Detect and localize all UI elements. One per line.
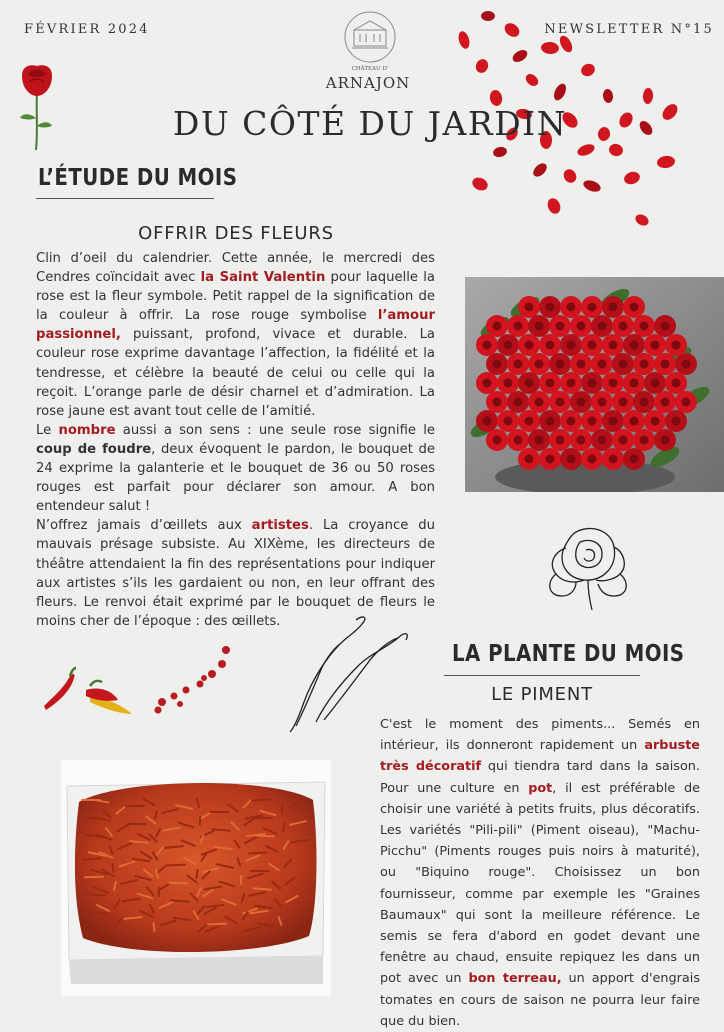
etude-section-rule [36,198,214,199]
newsletter-issue: NEWSLETTER N°15 [544,22,714,37]
logo-small-text: CHÂTEAU D' [352,65,389,72]
rose-bouquet-photo [465,277,724,492]
etude-subtitle: OFFRIR DES FLEURS [36,223,436,244]
chili-peppers-icon [40,640,250,724]
etude-paragraph-2: Le nombre aussi a son sens : une seule rose signifie le coup de foudre, deux évoquent le pardon, le bouquet de 24 exprime la galanterie et le bouquet de 36 ou 50 roses rouges est parfait pour déclarer son amour. A bon entendeur salut ! [36,421,435,516]
red-rose-icon [14,62,60,156]
etude-article [36,249,435,631]
newsletter-title: DU CÔTÉ DU JARDIN [140,104,600,143]
plante-section-rule [444,675,640,676]
etude-paragraph-1: Clin d’oeil du calendrier. Cette année, le mercredi des Cendres coïncidait avec la Saint Valentin pour laquelle la rose est la fleur symbole. Petit rappel de la signification de la couleur à offrir. La rose rouge symbolise l’amour passionnel, puissant, profond, vivace et durable. La couleur rose exprime davantage l’affection, la fidélité et la tendresse, et célèbre la beauté de celui ou celle qui la reçoit. L’orange parle de désir charnel et d’admiration. La rose jaune est avant tout celle de l’amitié. [36,249,435,421]
chateau-logo [340,10,400,76]
etude-paragraph-3: N’offrez jamais d’œillets aux artistes. La croyance du mauvais présage subsiste. Au XIXème, les directeurs de théâtre attendaient la fin des représentations pour indiquer aux artistes s’ils les gardaient ou non, en leur offrant des fleurs. Le renvoi était exprimé par le bouquet de fleurs le moins cher de l’époque : des œillets. [36,516,435,631]
logo-brand: ARNAJON [318,74,418,92]
plante-article [380,714,700,1032]
rose-sketch-icon [536,512,636,616]
plante-section-title: LA PLANTE DU MOIS [452,641,684,667]
plante-paragraph-1: C'est le moment des piments... Semés en intérieur, ils donneront rapidement un arbuste très décoratif qui tiendra tard dans la saison. Pour une culture en pot, il est préférable de choisir une variété à petits fruits, plus décoratifs. Les variétés "Pili-pili" (Piment oiseau), "Machu-Picchu" (Piments rouges puis noirs à maturité), ou "Biquino rouge". Choisissez un bon fournisseur, comme par exemple les "Graines Baumaux" qui sont la meilleure référence. Le semis se fera d'abord en godet devant une fenêtre au chaud, ensuite repiquez les dans un pot avec un bon terreau, un apport d'engrais tomates en cours de saison ne pourra leur faire que du bien. [380,714,700,1032]
newsletter-date: FÉVRIER 2024 [24,22,150,37]
chili-sketch-icon [286,610,416,739]
chateau-icon [340,10,400,72]
etude-section-title: L’ÉTUDE DU MOIS [38,165,237,191]
plante-subtitle: LE PIMENT [444,684,640,705]
pepper-bowl-photo [61,760,331,996]
